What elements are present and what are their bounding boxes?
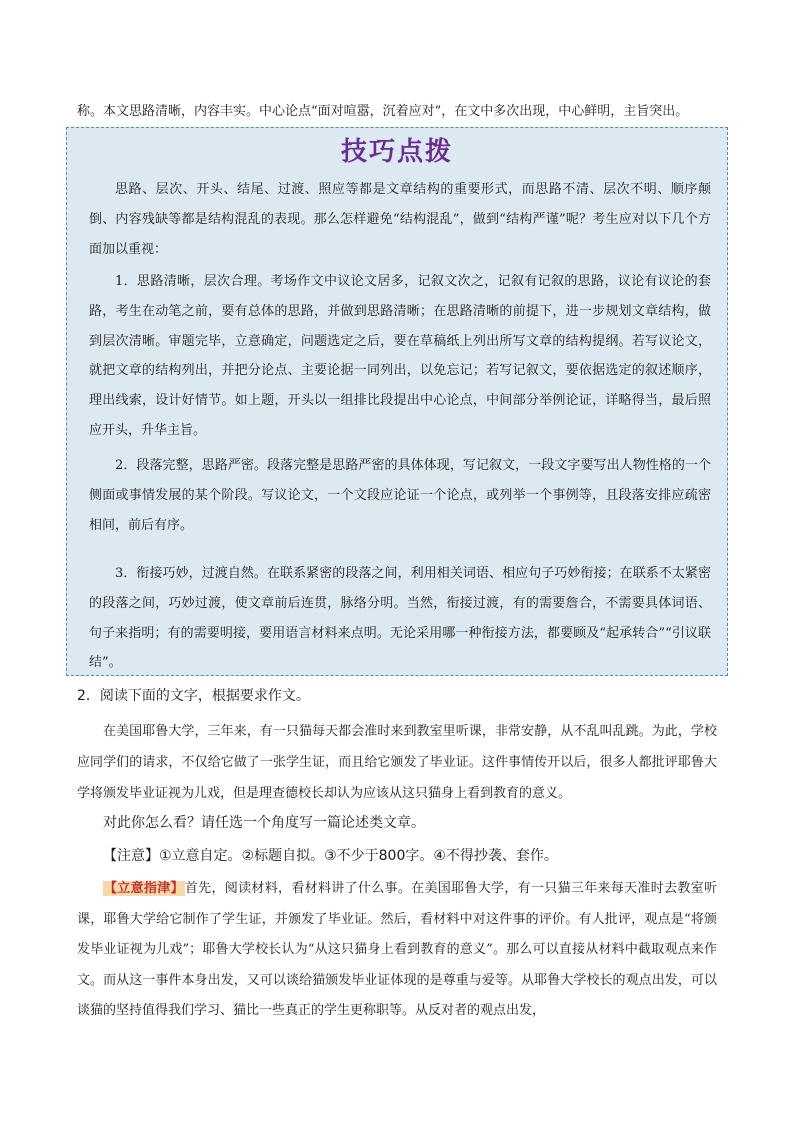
question-prompt: 对此你怎么看？请任选一个角度写一篇论述类文章。 (103, 815, 425, 831)
prev-paragraph-end: 称。本文思路清晰，内容丰实。中心论点“面对喧嚣，沉着应对”，在文中多次出现，中心鲜明，主旨突出。 (77, 104, 689, 119)
guide-text: 首先，阅读材料，看材料讲了什么事。在美国耶鲁大学，有一只猫三年来每天准时去教室听课，耶鲁大学给它制作了学生证，并颁发了毕业证。然后，看材料中对这件事的评价。有人批评，观点是“将颁发毕业证视为儿戏”；耶鲁大学校长认为“从这只猫身上看到教育的意义”。那么可以直接从材料中截取观点来作文。而从这一事件本身出发，又可以谈给猫颁发毕业证体现的是尊重与爱等。从耶鲁大学校长的观点出发，可以谈猫的坚持值得我们学习、猫比一些真正的学生更称职等。从反对者的观点出发， (77, 881, 717, 1018)
question-material: 在美国耶鲁大学，三年来，有一只猫每天都会准时来到教室里听课，非常安静，从不乱叫乱跳。为此，学校应同学们的请求，不仅给它做了一张学生证，而且给它颁发了毕业证。这件事情传开以后，很多人都批评耶鲁大学将颁发毕业证视为儿戏，但是理查德校长却认为应该从这只猫身上看到教育的意义。 (77, 724, 717, 801)
writing-guide (77, 874, 717, 1027)
guide-label: 【立意指津】 (104, 881, 184, 896)
question-heading: 2．阅读下面的文字，根据要求作文。 (77, 688, 310, 704)
tips-point-2: 2．段落完整，思路严密。段落完整是思路严密的具体体现，写记叙文，一段文字要写出人物性格的一个侧面或事情发展的某个阶段。写议论文，一个文段应论证一个论点，或列举一个事例等，且段落安排应疏密相间，前后有序。 (89, 458, 711, 533)
tips-title: 技巧点拨 (340, 137, 453, 167)
tips-point-3: 3．衔接巧妙，过渡自然。在联系紧密的段落之间，利用相关词语、相应句子巧妙衔接；在联系不太紧密的段落之间，巧妙过渡，使文章前后连贯，脉络分明。当然，衔接过渡，有的需要詹合，不需要具体词语、句子来指明；有的需要明接，要用语言材料来点明。无论采用哪一种衔接方法，都要顾及“起承转合”“引议联结”。 (89, 566, 711, 671)
tips-point-1: 1．思路清晰，层次合理。考场作文中议论文居多，记叙文次之，记叙有记叙的思路，议论有议论的套路，考生在动笔之前，要有总体的思路，并做到思路清晰；在思路清晰的前提下，进一步规划文章结构，做到层次清晰。审题完毕，立意确定，问题选定之后，要在草稿纸上列出所写文章的结构提纲。若写议论文，就把文章的结构列出，并把分论点、主要论据一同列出，以免忘记；若写记叙文，要依据选定的叙述顺序，理出线索，设计好情节。如上题，开头以一组排比段提出中心论点，中间部分举例论证，详略得当，最后照应开头，升华主旨。 (89, 274, 711, 438)
tips-box (66, 127, 728, 676)
tips-intro: 思路、层次、开头、结尾、过渡、照应等都是文章结构的重要形式，而思路不清、层次不明、顺序颠倒、内容残缺等都是结构混乱的表现。那么怎样避免“结构混乱”，做到“结构严谨”呢？考生应对以下几个方面加以重视： (89, 182, 711, 257)
question-notes: 【注意】①立意自定。②标题自拟。③不少于800字。④不得抄袭、套作。 (103, 848, 558, 864)
